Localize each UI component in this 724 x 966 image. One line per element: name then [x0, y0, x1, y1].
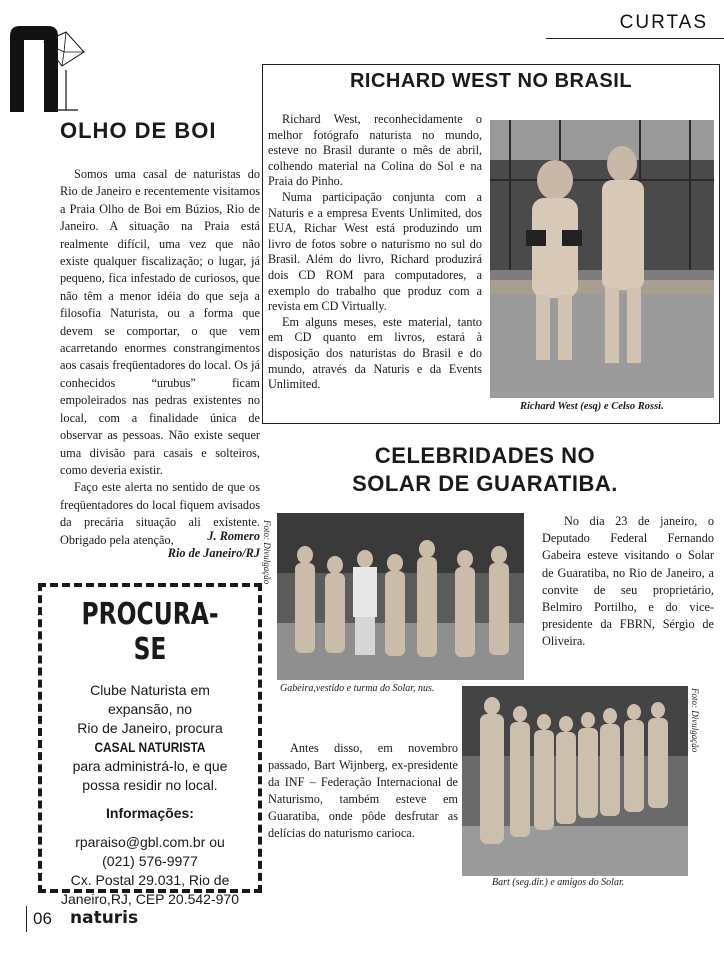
olho-paragraph-1: Somos uma casal de naturistas do Rio de Janeiro e recentemente visitamos a Praia Olho de Boi em Búzios, Rio de Janeiro. A situação na Praia está realmente difícil, uma vez que não existe qualquer fiscalização; o lugar, já pequeno, fica infestado de curiosos, que não têm a menor idéia do que seja a filosofia Naturista, ou a forma que devem se comportar, o que vem acarretando enormes constrangimentos aos casais freqüentadores do local. Os já conhecidos “urubus” ficam empoleirados nas pedras existentes no local, com a finalidade única de observar as pessoas. Não existe sequer uma divisão para casais e solteiros, como deveria existir. — [60, 167, 260, 477]
procura-highlight: CASAL NATURISTA — [94, 739, 206, 755]
gabeira-photo — [277, 513, 524, 680]
richard-paragraph-1: Richard West, reconhecidamente o melhor fotógrafo naturista no mundo, esteve no Brasil durante o mês de abril, colhendo material na Colina do Sol e na Praia do Pinho. — [268, 112, 482, 189]
richard-article — [268, 112, 482, 393]
celebridades-title-line-2: SOLAR DE GUARATIBA. — [352, 471, 618, 496]
procura-contact: rparaiso@gbl.com.br ou — [75, 834, 225, 850]
procura-info-label: Informações: — [106, 805, 194, 821]
procura-line: Rio de Janeiro, procura — [77, 720, 223, 736]
procura-line: Clube Naturista em — [90, 682, 210, 698]
celebridades-title — [330, 442, 640, 498]
olho-author: J. Romero — [207, 529, 260, 543]
olho-location: Rio de Janeiro/RJ — [167, 546, 260, 560]
photo-credit-1: Foto: Divulgação — [262, 520, 272, 585]
olho-article — [60, 166, 260, 549]
photo-credit-2: Foto: Divulgação — [690, 688, 700, 753]
procura-line: expansão, no — [107, 701, 193, 717]
section-tag: CURTAS — [619, 12, 708, 33]
procura-contact: Cx. Postal 29.031, Rio de — [70, 872, 230, 888]
bart-photo — [462, 686, 688, 876]
richard-title: RICHARD WEST NO BRASIL — [349, 70, 633, 92]
page-number: 06 — [33, 909, 52, 928]
footer-brand: naturis — [70, 908, 139, 928]
richard-paragraph-2: Numa participação conjunta com a Naturis e a empresa Events Unlimited, dos EUA, Richar West está produzindo um livro de fotos sobre o naturismo no sul do Brasil. Além do livro, Richard produzirá dois CD ROM para computadores, a exemplo do trabalho que produz com a revista em CD Virtually. — [268, 189, 482, 314]
celebridades-paragraph-1: No dia 23 de janeiro, o Deputado Federal Fernando Gabeira esteve visitando o Solar de Guaratiba, no Rio de Janeiro, a convite de seu proprietário, Belmiro Portilho, e do vice-presidente da FBRN, Sérgio de Oliveira. — [542, 514, 714, 649]
olho-paragraph-2: Faço este alerta no sentido de que os freqüentadores do local fiquem avisados da precária situação ali existente. Obrigado pela atenção, — [60, 480, 260, 547]
footer-rule — [26, 906, 27, 932]
bart-caption: Bart (seg.dir.) e amigos do Solar. — [492, 877, 625, 888]
olho-title: OLHO DE BOI — [60, 118, 217, 143]
richard-photo — [490, 120, 714, 398]
magazine-logo-icon — [8, 22, 88, 114]
procura-line: possa residir no local. — [82, 777, 218, 793]
procura-title: PROCURA-SE — [81, 597, 219, 667]
bart-article — [268, 740, 458, 842]
richard-caption: Richard West (esq) e Celso Rossi. — [520, 401, 664, 412]
procura-ad-box — [38, 583, 262, 907]
procura-line: para administrá-lo, e que — [72, 758, 228, 774]
procura-contact: Janeiro,RJ, CEP 20.542-970 — [61, 891, 239, 907]
olho-signature — [60, 528, 260, 562]
procura-contact: (021) 576-9977 — [102, 853, 198, 869]
richard-paragraph-3: Em alguns meses, este material, tanto em CD quanto em livros, estará à disposição dos naturistas do Brasil e do mundo, através da Naturis e da Events Unlimited. — [268, 314, 482, 392]
bart-paragraph: Antes disso, em novembro passado, Bart Wijnberg, ex-presidente da INF – Federação Internacional de Naturismo, também esteve em Guaratiba, onde pôde desfrutar as delícias do naturismo carioca. — [268, 741, 458, 840]
gabeira-caption: Gabeira,vestido e turma do Solar, nus. — [280, 683, 435, 694]
celebridades-title-line-1: CELEBRIDADES NO — [374, 443, 596, 468]
header-rule — [546, 38, 724, 39]
celebridades-article — [542, 513, 714, 651]
